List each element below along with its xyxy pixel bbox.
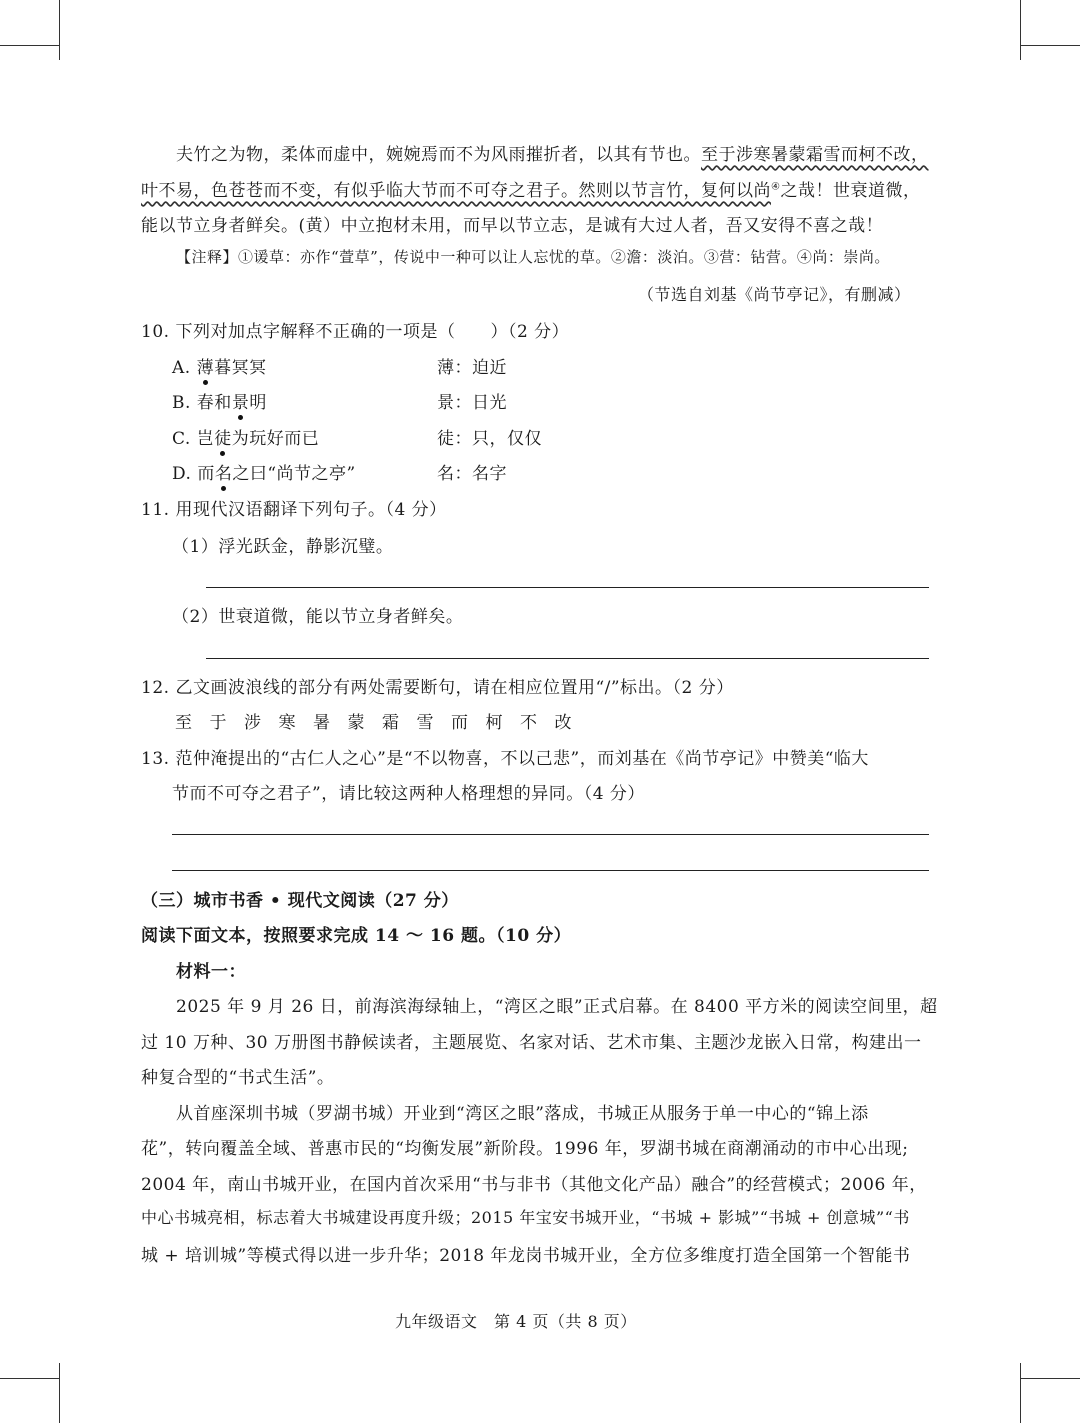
passage-text: 之哉！世衰道微， (780, 181, 921, 201)
option-d-gloss: 名：名字 (437, 464, 507, 484)
crop-mark (0, 45, 60, 46)
passage-text: 夫竹之为物，柔体而虚中，婉婉焉而不为风雨摧折者，以其有节也。 (176, 145, 701, 165)
dotted-char: 徒 (214, 424, 232, 449)
crop-mark (59, 0, 60, 60)
material-paragraph-2: 城 + 培训城”等模式得以进一步升华；2018 年龙岗书城开业，全方位多维度打造全国第一个智能书 (141, 1246, 911, 1266)
passage-text: 能以节立身者鲜矣。(黄）中立抱材未用，而早以节立志，是诚有大过人者，吾又安得不喜之哉！ (141, 216, 884, 236)
char: 霜 (382, 713, 400, 733)
material-paragraph-2: 2004 年，南山书城开业，在国内首次采用“书与非书（其他文化产品）融合”的经营模式；2006 年， (141, 1175, 927, 1195)
option-a-gloss: 薄：迫近 (437, 358, 507, 378)
passage-line-3 (141, 211, 883, 236)
material-paragraph-2: 从首座深圳书城（罗湖书城）开业到“湾区之眼”落成，书城正从服务于单一中心的“锦上添 (176, 1104, 869, 1124)
option-d: D. 而名之曰“尚节之亭” (172, 459, 356, 484)
dotted-char: 薄 (197, 353, 215, 378)
char: 暑 (313, 713, 331, 733)
char: 蒙 (347, 713, 365, 733)
char: 改 (554, 713, 572, 733)
option-c-gloss: 徒：只，仅仅 (437, 429, 542, 449)
material-paragraph-1: 过 10 万种、30 万册图书静候读者，主题展览、名家对话、艺术市集、主题沙龙嵌入日常，构建出一 (141, 1033, 922, 1053)
question-11-sentence-2: （2）世衰道微，能以节立身者鲜矣。 (172, 607, 464, 627)
crop-mark (59, 1363, 60, 1423)
material-paragraph-2: 中心书城亮相，标志着大书城建设再度升级；2015 年宝安书城开业，“书城 + 影城”“书城 + 创意城”“书 (141, 1208, 910, 1227)
question-11-stem: 11. 用现代汉语翻译下列句子。（4 分） (141, 500, 447, 520)
section-heading: （三）城市书香 • 现代文阅读（27 分） (141, 891, 459, 911)
section-instruction: 阅读下面文本，按照要求完成 14 ～ 16 题。（10 分） (141, 926, 572, 946)
crop-mark (1020, 1363, 1021, 1423)
question-11-sentence-1: （1）浮光跃金，静影沉璧。 (172, 537, 394, 557)
dotted-char: 名 (215, 459, 233, 484)
question-10-stem: 10. 下列对加点字解释不正确的一项是（ ）（2 分） (141, 322, 570, 342)
passage-line-1 (176, 140, 929, 165)
source-citation: （节选自刘基《尚节亭记》，有删减） (638, 285, 911, 304)
char: 柯 (485, 713, 503, 733)
option-a: A. 薄暮冥冥 (172, 353, 267, 378)
wavy-underlined-text: 叶不易，色苍苍而不变，有似乎临大节而不可夺之君子。然则以节言竹，复何以尚 (141, 181, 771, 201)
question-12-stem: 12. 乙文画波浪线的部分有两处需要断句，请在相应位置用“/”标出。（2 分） (141, 678, 734, 698)
answer-line[interactable] (206, 658, 929, 659)
char: 而 (451, 713, 469, 733)
material-paragraph-2: 花”，转向覆盖全域、普惠市民的“均衡发展”新阶段。1996 年，罗湖书城在商潮涌动的市中心出现; (141, 1139, 909, 1159)
char: 至 (175, 713, 193, 733)
dotted-char: 景 (232, 388, 250, 413)
passage-line-2 (141, 176, 920, 201)
answer-line[interactable] (172, 870, 929, 871)
crop-mark (1020, 0, 1021, 60)
char: 寒 (278, 713, 296, 733)
crop-mark (1020, 1378, 1080, 1379)
sentence-to-punctuate (175, 708, 589, 733)
wavy-underlined-text: 至于涉寒暑蒙霜雪而柯不改， (701, 145, 929, 165)
answer-line[interactable] (172, 834, 929, 835)
char: 不 (520, 713, 538, 733)
question-13-line-2: 节而不可夺之君子”，请比较这两种人格理想的异同。（4 分） (172, 784, 645, 804)
option-b: B. 春和景明 (172, 388, 267, 413)
char: 涉 (244, 713, 262, 733)
question-13-line-1: 13. 范仲淹提出的“古仁人之心”是“不以物喜，不以己悲”，而刘基在《尚节亭记》中赞美“临大 (141, 749, 869, 769)
material-paragraph-1: 2025 年 9 月 26 日，前海滨海绿轴上，“湾区之眼”正式启幕。在 8400 平方米的阅读空间里，超 (176, 997, 938, 1017)
answer-line[interactable] (206, 587, 929, 588)
material-label: 材料一： (176, 962, 246, 982)
annotation-note: 【注释】①谖草：亦作“萱草”，传说中一种可以让人忘忧的草。②澹：淡泊。③营：钻营。④尚：崇尚。 (176, 248, 890, 266)
char: 于 (209, 713, 227, 733)
option-c: C. 岂徒为玩好而已 (172, 424, 319, 449)
page-footer: 九年级语文 第 4 页（共 8 页） (395, 1312, 637, 1331)
footnote-marker: ④ (771, 181, 781, 193)
option-b-gloss: 景：日光 (437, 393, 507, 413)
crop-mark (1020, 45, 1080, 46)
crop-mark (0, 1378, 60, 1379)
char: 雪 (416, 713, 434, 733)
material-paragraph-1: 种复合型的“书式生活”。 (141, 1068, 335, 1088)
